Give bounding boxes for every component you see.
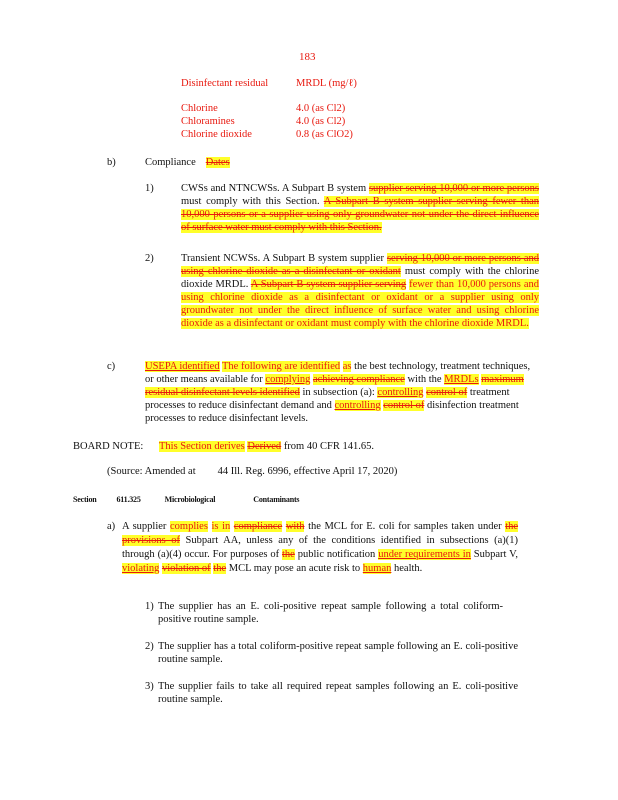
list-item-number: 1) [145,601,154,612]
a-text-3: Subpart AA, unless any of the conditions identified in subsections (a)(1) through (a)(4) occur. For purposes of [122,535,518,560]
item-b2-text: Transient NCWSs. A Subpart B system supplier [181,253,385,264]
c-inserted-2: The following are identified [222,361,341,372]
a-inserted-5: human [362,563,392,574]
c-inserted-6: controlling [377,387,424,398]
source-citation: 44 Ill. Reg. 6996, effective April 17, 2020) [217,466,398,477]
a-text-4: public notification [297,549,376,560]
c-text-4: treatment processes to reduce disinfectant demand and [145,387,510,411]
table-cell-value: 4.0 (as Cl2) [296,103,346,114]
a-text-6: MCL may pose an acute risk to [228,563,361,574]
a-strike-4: the [282,549,295,560]
table-cell-value: 0.8 (as ClO2) [296,129,353,140]
item-b1-number: 1) [145,183,154,194]
board-note-text [159,441,374,453]
a-inserted-2: is in [211,521,231,532]
c-strike-3: control of [426,387,468,398]
list-item-text: The supplier fails to take all required repeat samples following an E. coli-positive routine sample. [158,681,518,705]
list-item [158,600,503,626]
subsection-c-paragraph [145,360,540,425]
list-item-number: 3) [145,681,154,692]
item-b1-text: CWSs and NTNCWSs. A Subpart B system [181,183,367,194]
list-item-text: The supplier has an E. coli-positive repeat sample following a total coliform-positive routine sample. [158,601,503,625]
item-b1-strike-2: A Subpart B system supplier serving fewer than 10,000 persons or a supplier using only groundwater not under the direct influence of surface water must comply with this Section. [181,196,540,233]
list-item [158,640,518,666]
section-number: 611.325 [116,495,141,504]
item-b2-paragraph [181,252,539,330]
item-b2-inserted: fewer than 10,000 persons and using chlorine dioxide as a disinfectant or oxidant or a supplier using only groundwater not under the direct influence of surface water and using chlorine dioxide as a disinfectant or oxidant must comply with the chlorine dioxide MRDL. [181,279,539,329]
source-amended: (Source: Amended at [107,466,196,477]
a-text-7: health. [394,563,423,574]
a-inserted-4: violating [122,563,160,574]
page-number: 183 [299,51,316,63]
table-cell-name: Chlorine [181,103,218,114]
c-inserted-7: controlling [334,400,381,411]
a-text-1: A supplier [122,521,167,532]
struck-dates: Dates [205,157,230,168]
c-inserted-4: complying [265,374,311,385]
subsection-c-label: c) [107,361,116,372]
c-inserted-1: USEPA identified [145,361,220,372]
c-text-2: with the [407,374,442,385]
a-inserted-3: under requirements in [378,549,471,560]
a-strike-6: the [213,563,227,574]
subsection-b-heading [145,157,230,169]
table-head-disinfectant: Disinfectant residual [181,78,269,89]
list-item [158,680,518,706]
compliance-heading: Compliance [145,157,196,168]
item-b2-number: 2) [145,253,154,264]
source-note [107,466,397,478]
a-strike-3: the provisions of [122,521,519,546]
a-strike-5: violation of [161,563,211,574]
board-note-label: BOARD NOTE: [73,441,144,452]
table-cell-name: Chlorine dioxide [181,129,252,140]
a-text-5: Subpart V, [473,549,519,560]
c-inserted-5: MRDLs [444,374,479,385]
table-head-mrdl: MRDL (mg/ℓ) [296,78,357,89]
table-cell-name: Chloramines [181,116,235,127]
c-strike-1: achieving compliance [312,374,405,385]
list-item-number: 2) [145,641,154,652]
item-b1-paragraph [181,182,539,234]
section-title-word-2: Contaminants [253,495,300,504]
board-note-inserted: This Section derives [159,441,245,452]
list-item-text: The supplier has a total coliform-positive repeat sample following an E. coli-positive routine sample. [158,641,518,665]
item-b2-strike-1: serving 10,000 or more persons and using chlorine dioxide as a disinfectant or oxidant [181,253,539,277]
item-b2-strike-2: A Subpart B system supplier serving [250,279,407,290]
c-strike-4: control of [383,400,425,411]
section-label: Section [73,495,97,504]
section-title-word-1: Microbiological [164,495,216,504]
c-inserted-3: as [342,361,352,372]
board-note-citation: from 40 CFR 141.65. [283,441,374,452]
section-heading [73,494,299,506]
c-strike-2: maximum residual disinfectant levels identified [145,374,524,398]
table-cell-value: 4.0 (as Cl2) [296,116,346,127]
item-b1-text-2: must comply with this Section. [181,196,320,207]
a-text-2: the MCL for E. coli for samples taken under [308,521,502,532]
subsection-a-paragraph [99,520,518,576]
item-b1-strike-1: supplier serving 10,000 or more persons [368,183,539,194]
c-text-5: disinfection treatment processes to reduce disinfectant levels. [145,400,519,424]
subsection-a-label: a) [107,521,116,532]
c-text-1: the best technology, treatment techniques, or other means available for [145,361,531,385]
subsection-b-label: b) [107,157,116,168]
a-strike-2: with [285,521,305,532]
c-text-3: in subsection (a): [302,387,375,398]
a-inserted-1: complies [170,521,208,532]
item-b2-text-2: must comply with the chlorine dioxide MRDL. [181,266,539,290]
a-strike-1: compliance [233,521,283,532]
board-note-strike: Derived [247,441,282,452]
